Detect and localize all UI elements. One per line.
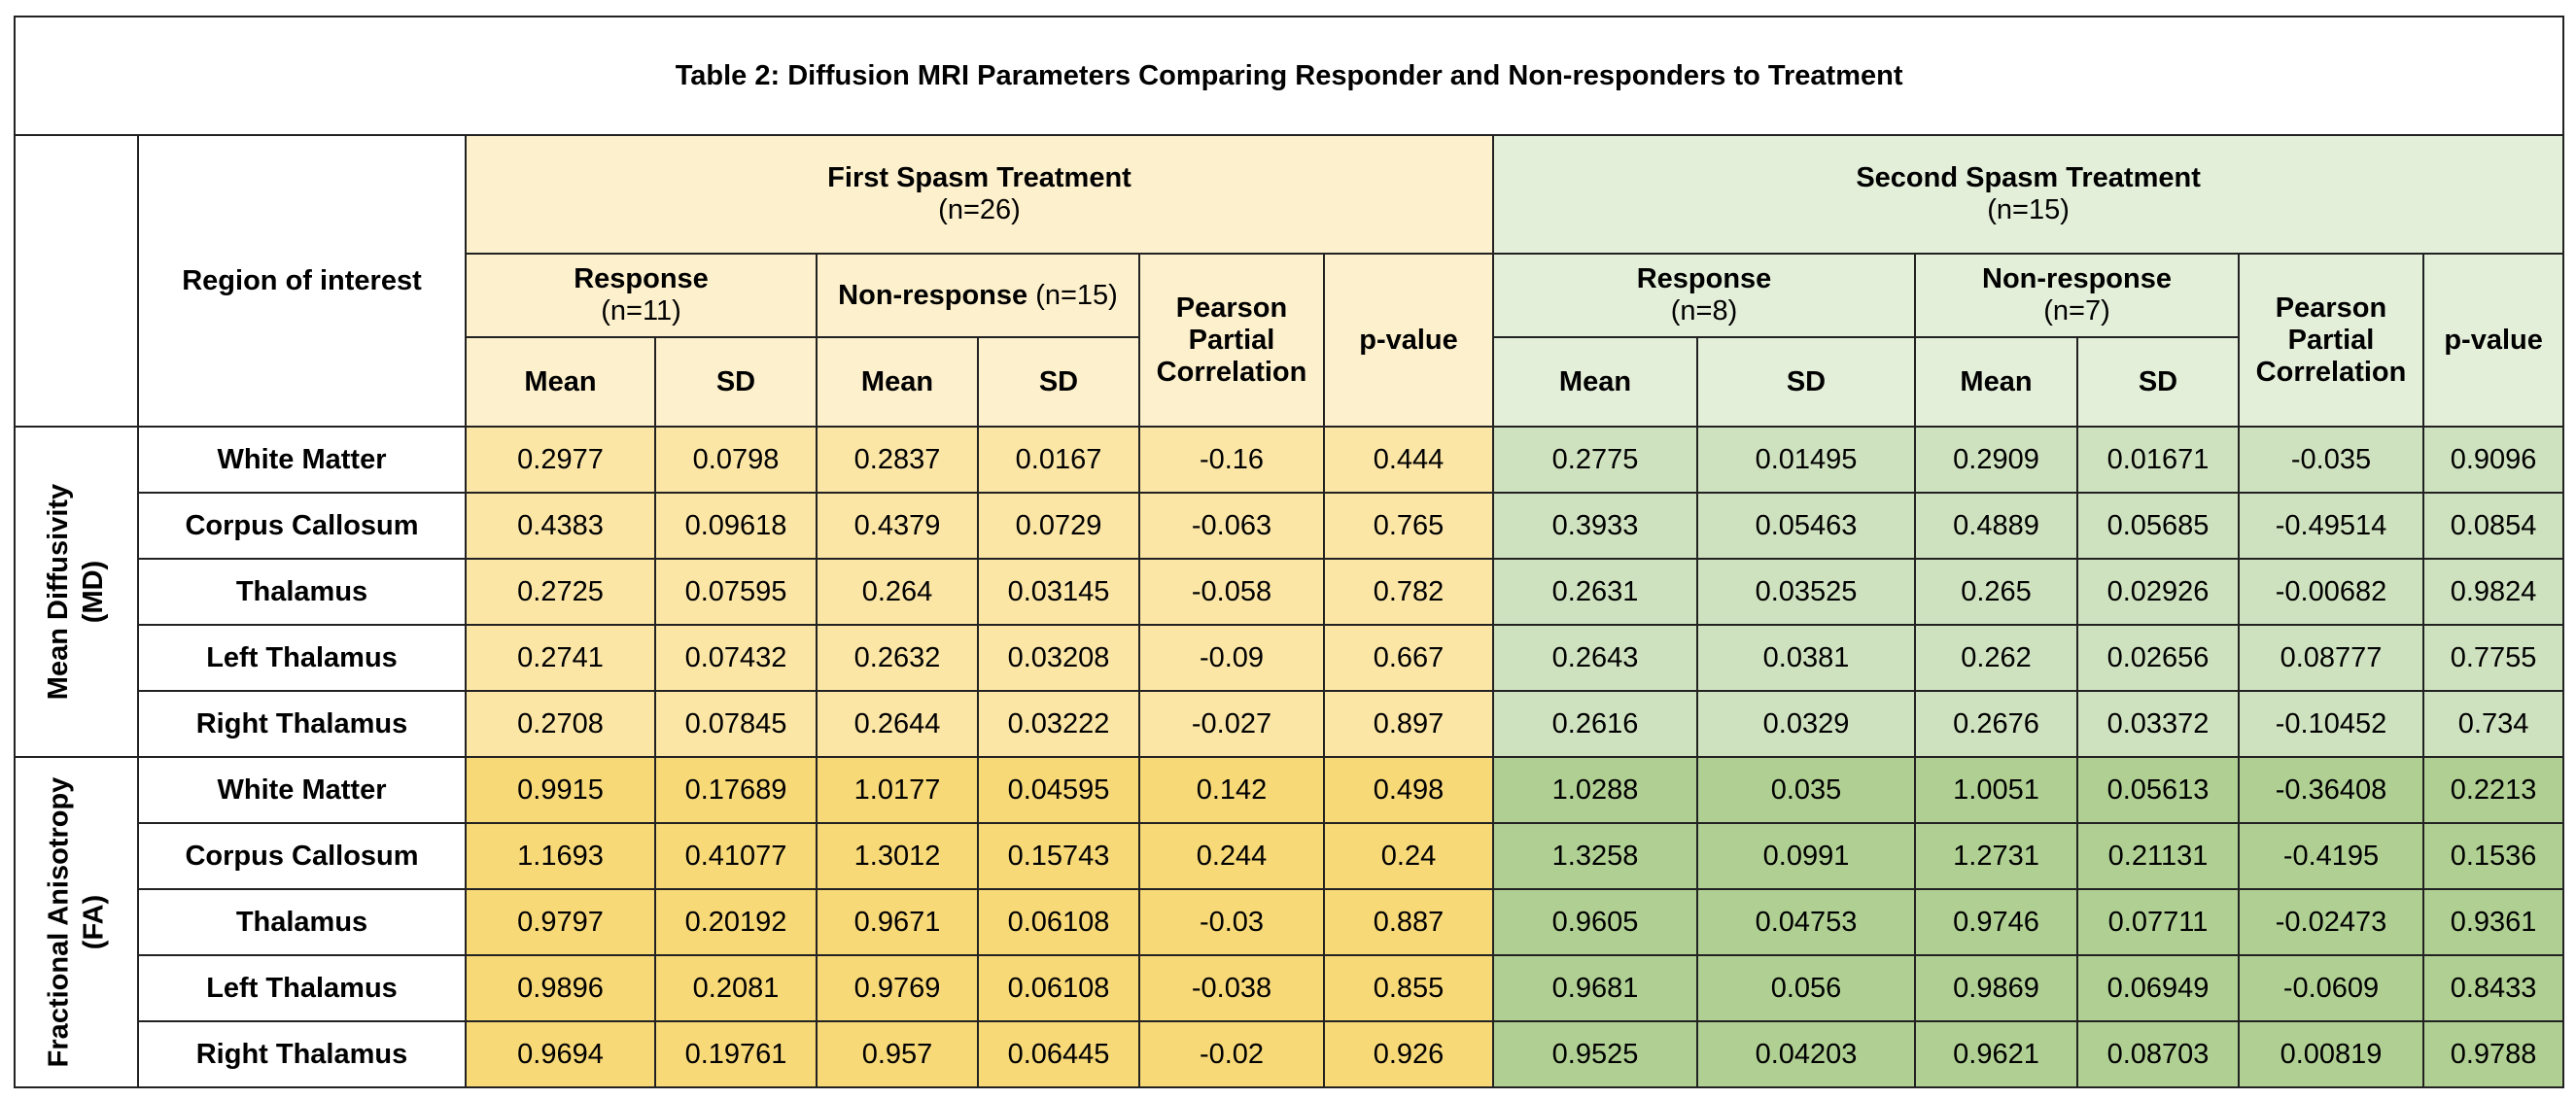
- value-cell: -0.035: [2239, 427, 2423, 493]
- value-cell: 0.9788: [2423, 1021, 2563, 1087]
- region-name: Left Thalamus: [138, 955, 466, 1021]
- value-cell: 0.765: [1324, 493, 1493, 559]
- value-cell: 0.2632: [817, 625, 978, 691]
- first-nonresponse-header: [817, 254, 1139, 337]
- value-cell: 0.265: [1915, 559, 2077, 625]
- region-name: White Matter: [138, 427, 466, 493]
- value-cell: -0.03: [1139, 889, 1324, 955]
- value-cell: 1.0051: [1915, 757, 2077, 823]
- first-response-header: [466, 254, 817, 337]
- value-cell: 1.3012: [817, 823, 978, 889]
- second-treatment-header: [1493, 135, 2563, 254]
- value-cell: 0.04753: [1697, 889, 1915, 955]
- value-cell: 0.41077: [655, 823, 817, 889]
- value-cell: 0.9797: [466, 889, 655, 955]
- value-cell: 0.03145: [978, 559, 1139, 625]
- value-cell: 0.19761: [655, 1021, 817, 1087]
- table-row: [15, 823, 2563, 889]
- value-cell: 0.01671: [2077, 427, 2239, 493]
- value-cell: 0.926: [1324, 1021, 1493, 1087]
- value-cell: 0.03222: [978, 691, 1139, 757]
- value-cell: 0.667: [1324, 625, 1493, 691]
- value-cell: 0.9605: [1493, 889, 1697, 955]
- first-nonresponse-sd-header: SD: [978, 337, 1139, 427]
- table-row: [15, 757, 2563, 823]
- table-row: [15, 427, 2563, 493]
- corner-cell: [15, 135, 138, 427]
- first-treatment-label: First Spasm Treatment: [827, 162, 1131, 193]
- second-treatment-n: (n=15): [1987, 194, 2070, 225]
- row-group-name: Mean Diffusivity: [43, 483, 75, 701]
- value-cell: -0.36408: [2239, 757, 2423, 823]
- second-pvalue-header: p-value: [2423, 254, 2563, 427]
- value-cell: 0.0854: [2423, 493, 2563, 559]
- value-cell: 0.03372: [2077, 691, 2239, 757]
- table-row: [15, 493, 2563, 559]
- value-cell: 0.05613: [2077, 757, 2239, 823]
- second-pearson-header: Pearson Partial Correlation: [2239, 254, 2423, 427]
- value-cell: 0.08777: [2239, 625, 2423, 691]
- value-cell: 0.4889: [1915, 493, 2077, 559]
- value-cell: 0.08703: [2077, 1021, 2239, 1087]
- table-row: [15, 1021, 2563, 1087]
- value-cell: 0.498: [1324, 757, 1493, 823]
- first-pvalue-header: p-value: [1324, 254, 1493, 427]
- table-row: [15, 625, 2563, 691]
- value-cell: 0.1536: [2423, 823, 2563, 889]
- value-cell: -0.49514: [2239, 493, 2423, 559]
- value-cell: 0.06949: [2077, 955, 2239, 1021]
- value-cell: 0.2643: [1493, 625, 1697, 691]
- value-cell: 0.9915: [466, 757, 655, 823]
- value-cell: 1.2731: [1915, 823, 2077, 889]
- value-cell: 0.957: [817, 1021, 978, 1087]
- first-response-label: Response: [574, 263, 709, 294]
- value-cell: 0.9671: [817, 889, 978, 955]
- first-response-mean-header: Mean: [466, 337, 655, 427]
- second-nonresponse-sd-header: SD: [2077, 337, 2239, 427]
- value-cell: 1.1693: [466, 823, 655, 889]
- value-cell: 0.06108: [978, 889, 1139, 955]
- value-cell: 0.262: [1915, 625, 2077, 691]
- value-cell: 0.01495: [1697, 427, 1915, 493]
- first-nonresponse-mean-header: Mean: [817, 337, 978, 427]
- value-cell: 0.897: [1324, 691, 1493, 757]
- value-cell: 0.03208: [978, 625, 1139, 691]
- value-cell: -0.09: [1139, 625, 1324, 691]
- value-cell: -0.02473: [2239, 889, 2423, 955]
- region-name: Corpus Callosum: [138, 823, 466, 889]
- table-row: [15, 691, 2563, 757]
- value-cell: 0.0991: [1697, 823, 1915, 889]
- region-name: Right Thalamus: [138, 691, 466, 757]
- region-name: Thalamus: [138, 559, 466, 625]
- value-cell: 0.0798: [655, 427, 817, 493]
- row-group-abbr: (MD): [78, 560, 110, 624]
- region-name: White Matter: [138, 757, 466, 823]
- value-cell: 0.2775: [1493, 427, 1697, 493]
- value-cell: -0.00682: [2239, 559, 2423, 625]
- value-cell: 0.02926: [2077, 559, 2239, 625]
- value-cell: 0.17689: [655, 757, 817, 823]
- value-cell: 0.2644: [817, 691, 978, 757]
- value-cell: 0.734: [2423, 691, 2563, 757]
- value-cell: 0.9869: [1915, 955, 2077, 1021]
- row-group-name: Fractional Anisotropy: [43, 776, 75, 1068]
- value-cell: 0.444: [1324, 427, 1493, 493]
- value-cell: 0.2741: [466, 625, 655, 691]
- value-cell: 1.3258: [1493, 823, 1697, 889]
- value-cell: -0.038: [1139, 955, 1324, 1021]
- value-cell: 0.07595: [655, 559, 817, 625]
- value-cell: 0.9621: [1915, 1021, 2077, 1087]
- first-nonresponse-n: (n=15): [1035, 279, 1118, 311]
- value-cell: 0.782: [1324, 559, 1493, 625]
- value-cell: 0.0167: [978, 427, 1139, 493]
- second-response-n: (n=8): [1670, 295, 1738, 327]
- value-cell: 0.21131: [2077, 823, 2239, 889]
- value-cell: -0.4195: [2239, 823, 2423, 889]
- value-cell: 0.9824: [2423, 559, 2563, 625]
- value-cell: 0.2676: [1915, 691, 2077, 757]
- value-cell: 0.2977: [466, 427, 655, 493]
- table-row: [15, 889, 2563, 955]
- value-cell: -0.0609: [2239, 955, 2423, 1021]
- second-response-mean-header: Mean: [1493, 337, 1697, 427]
- value-cell: -0.063: [1139, 493, 1324, 559]
- value-cell: 0.887: [1324, 889, 1493, 955]
- value-cell: 0.07432: [655, 625, 817, 691]
- value-cell: 0.24: [1324, 823, 1493, 889]
- value-cell: 0.7755: [2423, 625, 2563, 691]
- value-cell: 0.9525: [1493, 1021, 1697, 1087]
- value-cell: 0.20192: [655, 889, 817, 955]
- row-group-label: [15, 427, 138, 757]
- value-cell: 0.04595: [978, 757, 1139, 823]
- value-cell: 0.9746: [1915, 889, 2077, 955]
- first-pearson-header: Pearson Partial Correlation: [1139, 254, 1324, 427]
- value-cell: 0.02656: [2077, 625, 2239, 691]
- value-cell: 0.09618: [655, 493, 817, 559]
- value-cell: 0.0381: [1697, 625, 1915, 691]
- value-cell: 0.07845: [655, 691, 817, 757]
- second-nonresponse-header: [1915, 254, 2239, 337]
- value-cell: 0.2725: [466, 559, 655, 625]
- table-title: Table 2: Diffusion MRI Parameters Comparing Responder and Non-responders to Treatment: [15, 17, 2563, 135]
- second-nonresponse-mean-header: Mean: [1915, 337, 2077, 427]
- region-name: Thalamus: [138, 889, 466, 955]
- row-group-abbr: (FA): [78, 894, 110, 950]
- value-cell: 0.05463: [1697, 493, 1915, 559]
- second-response-sd-header: SD: [1697, 337, 1915, 427]
- region-name: Right Thalamus: [138, 1021, 466, 1087]
- value-cell: 0.035: [1697, 757, 1915, 823]
- first-treatment-header: [466, 135, 1493, 254]
- value-cell: 0.4383: [466, 493, 655, 559]
- value-cell: 0.9096: [2423, 427, 2563, 493]
- value-cell: 0.2708: [466, 691, 655, 757]
- second-treatment-label: Second Spasm Treatment: [1856, 162, 2201, 193]
- value-cell: 0.9361: [2423, 889, 2563, 955]
- value-cell: 0.00819: [2239, 1021, 2423, 1087]
- value-cell: 0.2081: [655, 955, 817, 1021]
- value-cell: 0.04203: [1697, 1021, 1915, 1087]
- value-cell: 0.2837: [817, 427, 978, 493]
- value-cell: 0.07711: [2077, 889, 2239, 955]
- value-cell: 0.03525: [1697, 559, 1915, 625]
- region-name: Corpus Callosum: [138, 493, 466, 559]
- value-cell: -0.10452: [2239, 691, 2423, 757]
- value-cell: -0.058: [1139, 559, 1324, 625]
- value-cell: 0.0329: [1697, 691, 1915, 757]
- diffusion-mri-table: [14, 16, 2564, 1088]
- value-cell: 0.2909: [1915, 427, 2077, 493]
- value-cell: 0.05685: [2077, 493, 2239, 559]
- value-cell: 1.0177: [817, 757, 978, 823]
- row-group-label: [15, 757, 138, 1087]
- value-cell: 0.855: [1324, 955, 1493, 1021]
- roi-header: Region of interest: [138, 135, 466, 427]
- value-cell: 0.8433: [2423, 955, 2563, 1021]
- value-cell: 0.0729: [978, 493, 1139, 559]
- value-cell: 0.244: [1139, 823, 1324, 889]
- value-cell: 0.06445: [978, 1021, 1139, 1087]
- first-nonresponse-label: Non-response: [838, 279, 1028, 311]
- value-cell: 0.2631: [1493, 559, 1697, 625]
- value-cell: -0.027: [1139, 691, 1324, 757]
- table-row: [15, 559, 2563, 625]
- value-cell: 0.15743: [978, 823, 1139, 889]
- value-cell: 1.0288: [1493, 757, 1697, 823]
- first-response-sd-header: SD: [655, 337, 817, 427]
- second-nonresponse-label: Non-response: [1982, 263, 2172, 294]
- value-cell: 0.9681: [1493, 955, 1697, 1021]
- value-cell: 0.2213: [2423, 757, 2563, 823]
- first-response-n: (n=11): [601, 295, 681, 327]
- value-cell: 0.06108: [978, 955, 1139, 1021]
- second-response-header: [1493, 254, 1915, 337]
- value-cell: -0.16: [1139, 427, 1324, 493]
- value-cell: -0.02: [1139, 1021, 1324, 1087]
- region-name: Left Thalamus: [138, 625, 466, 691]
- value-cell: 0.3933: [1493, 493, 1697, 559]
- first-treatment-n: (n=26): [938, 194, 1021, 225]
- value-cell: 0.4379: [817, 493, 978, 559]
- value-cell: 0.056: [1697, 955, 1915, 1021]
- value-cell: 0.142: [1139, 757, 1324, 823]
- second-nonresponse-n: (n=7): [2043, 295, 2110, 327]
- value-cell: 0.9896: [466, 955, 655, 1021]
- value-cell: 0.2616: [1493, 691, 1697, 757]
- second-response-label: Response: [1636, 263, 1772, 294]
- value-cell: 0.9694: [466, 1021, 655, 1087]
- value-cell: 0.9769: [817, 955, 978, 1021]
- value-cell: 0.264: [817, 559, 978, 625]
- table-row: [15, 955, 2563, 1021]
